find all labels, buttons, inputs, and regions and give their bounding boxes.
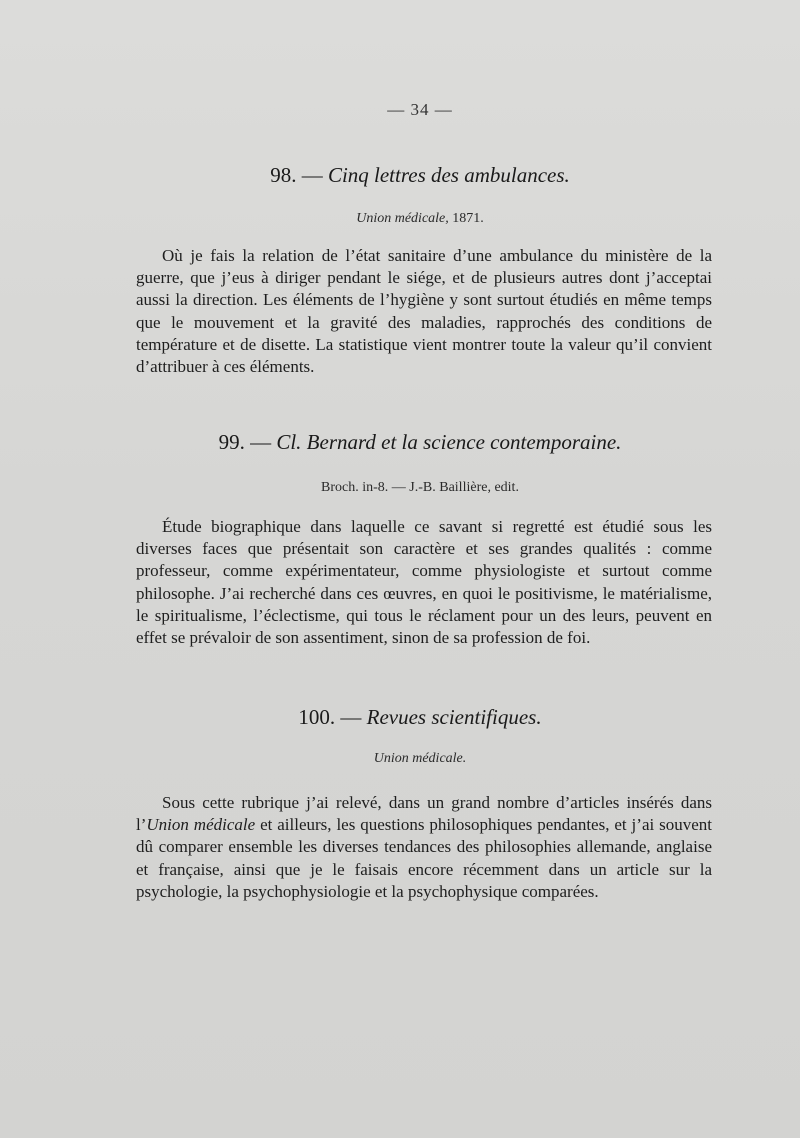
entry-100-paragraph bbox=[136, 792, 712, 903]
entry-99-dash: — bbox=[250, 430, 272, 454]
entry-98-title: Cinq lettres des ambulances. bbox=[327, 163, 570, 187]
entry-99-source bbox=[0, 480, 800, 496]
entry-100-number: 100. bbox=[298, 705, 336, 729]
entry-98-source-year: 1871. bbox=[448, 211, 484, 226]
entry-98-source-journal: Union médicale, bbox=[356, 211, 449, 226]
entry-99-source-publisher: Broch. in-8. — J.-B. Baillière, edit. bbox=[321, 480, 519, 495]
entry-100-paragraph-start: Sous cette rubrique j’ai relevé, dans un grand nombre d’articles insérés dans l’ bbox=[136, 793, 712, 835]
entry-99-paragraph: Étude biographique dans laquelle ce savant si regretté est étudié sous les diverses faces que présentait son caractère et ses grandes qualités : comme professeur, comme expérimentateur, comme physiologiste et surtout comme philosophe. J’ai recherché dans ces œuvres, en quoi le positivisme, le matérialisme, le spiritualisme, l’éclectisme, qui tous le réclament pour un des leurs, peuvent en effet se prévaloir de son assentiment, sinon de sa profession de foi. bbox=[136, 517, 712, 648]
entry-100-paragraph-end: et ailleurs, les questions philosophiques pendantes, et j’ai souvent dû comparer ensemble les diverses tendances des philosophies allemande, anglaise et française, ainsi que je le faisais encore récemment dans un article sur la psychologie, la psychophysiologie et la psychophysique comparées. bbox=[136, 815, 713, 901]
entry-100-source bbox=[0, 751, 800, 767]
entry-99-heading bbox=[0, 430, 800, 455]
entry-99-title: Cl. Bernard et la science contemporaine. bbox=[276, 430, 622, 454]
entry-98-paragraph: Où je fais la relation de l’état sanitaire d’une ambulance du ministère de la guerre, que j’eus à diriger pendant le siége, et de plusieurs autres dont j’acceptai aussi la direction. Les éléments de l’hygiène y sont surtout étudiés en même temps que le mouvement et la gravité des maladies, rapprochés des conditions de température et de disette. La statistique vient montrer toute la valeur qu’il convient d’attribuer à ces éléments. bbox=[136, 246, 712, 377]
entry-100-source-journal: Union médicale. bbox=[373, 751, 467, 766]
entry-98-heading bbox=[0, 163, 800, 188]
entry-100-title: Revues scientifiques. bbox=[366, 705, 542, 729]
entry-98-dash: — bbox=[301, 163, 323, 187]
page-number: — 34 — bbox=[387, 100, 453, 119]
entry-99-number: 99. bbox=[218, 430, 245, 454]
entry-100-paragraph-journal: Union médicale bbox=[146, 815, 256, 835]
entry-98-source bbox=[0, 211, 800, 227]
entry-100-heading bbox=[0, 705, 800, 730]
entry-100-dash: — bbox=[340, 705, 362, 729]
entry-98-number: 98. bbox=[270, 163, 297, 187]
